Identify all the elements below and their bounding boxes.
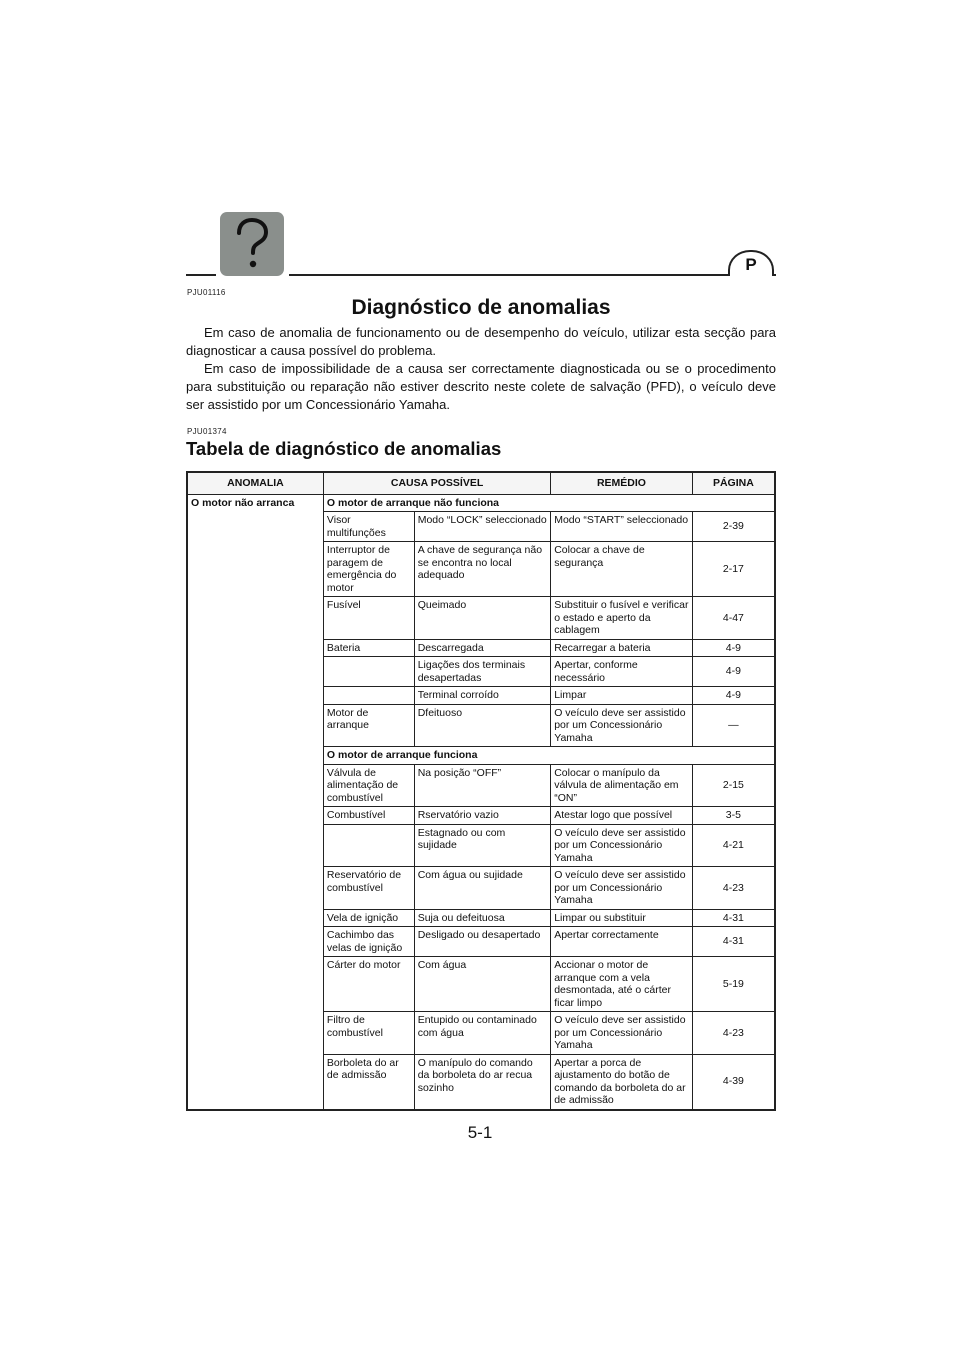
question-mark-icon [220,212,284,276]
cause-cell: Entupido ou contaminado com água [414,1012,551,1055]
intro-paragraph-2: Em caso de impossibilidade de a causa ser correctamente diagnosticada ou se o procedimento para substituição ou reparação não estiver descrito neste colete de salvação (PFD), o veículo deve ser assistido por um Concessionário Yamaha. [186,361,776,412]
component-cell: Combustível [323,807,414,825]
diagnosis-table [186,471,776,1111]
cause-cell: Modo “LOCK” seleccionado [414,512,551,542]
page-cell: 3-5 [692,807,775,825]
component-cell: Borboleta do ar de admissão [323,1054,414,1110]
remedy-cell: Apertar correctamente [551,927,693,957]
header-remedio: REMÉDIO [551,472,693,494]
cause-cell: Estagnado ou com sujidade [414,824,551,867]
cause-cell: Dfeituoso [414,704,551,747]
component-cell [323,687,414,705]
page-cell: 4-39 [692,1054,775,1110]
header-causa: CAUSA POSSÍVEL [323,472,550,494]
remedy-cell: Recarregar a bateria [551,639,693,657]
page-cell: 2-39 [692,512,775,542]
cause-cell: Na posição “OFF” [414,764,551,807]
remedy-cell: Apertar a porca de ajustamento do botão de comando da borboleta do ar de admissão [551,1054,693,1110]
page-cell: 2-17 [692,542,775,597]
cause-cell: A chave de segurança não se encontra no local adequado [414,542,551,597]
group-label: O motor de arranque não funciona [323,494,775,512]
component-cell: Válvula de alimentação de combustível [323,764,414,807]
remedy-cell: Substituir o fusível e verificar o estado e aperto da cablagem [551,597,693,640]
cause-cell: Com água ou sujidade [414,867,551,910]
cause-cell: Suja ou defeituosa [414,909,551,927]
page-cell: 2-15 [692,764,775,807]
remedy-cell: Atestar logo que possível [551,807,693,825]
page-cell: 5-19 [692,957,775,1012]
language-badge: P [728,250,774,276]
page-cell: 4-23 [692,867,775,910]
component-cell [323,657,414,687]
cause-cell: O manípulo do comando da borboleta do ar recua sozinho [414,1054,551,1110]
page-cell: 4-23 [692,1012,775,1055]
header-rule-right [289,274,776,276]
component-cell: Reservatório de combustível [323,867,414,910]
page-cell: 4-9 [692,687,775,705]
component-cell: Visor multifunções [323,512,414,542]
page-title: Diagnóstico de anomalias [351,296,611,319]
component-cell: Interruptor de paragem de emergência do motor [323,542,414,597]
page-cell: 4-47 [692,597,775,640]
cause-cell: Rservatório vazio [414,807,551,825]
page-number: 5-1 [467,1123,493,1142]
remedy-cell: O veículo deve ser assistido por um Concessionário Yamaha [551,824,693,867]
cause-cell: Com água [414,957,551,1012]
component-cell: Bateria [323,639,414,657]
component-cell: Filtro de combustível [323,1012,414,1055]
cause-cell: Descarregada [414,639,551,657]
cause-cell: Queimado [414,597,551,640]
component-cell: Cachimbo das velas de ignição [323,927,414,957]
remedy-cell: Apertar, conforme necessário [551,657,693,687]
page-cell: 4-31 [692,909,775,927]
header-pagina: PÁGINA [692,472,775,494]
cause-cell: Terminal corroído [414,687,551,705]
header-rule-left [186,274,216,276]
component-cell: Fusível [323,597,414,640]
component-cell: Cárter do motor [323,957,414,1012]
component-cell: Motor de arranque [323,704,414,747]
page-cell: 4-9 [692,657,775,687]
remedy-cell: Colocar o manípulo da válvula de alimentação em “ON” [551,764,693,807]
remedy-cell: Accionar o motor de arranque com a vela desmontada, até o cárter ficar limpo [551,957,693,1012]
page-cell: 4-9 [692,639,775,657]
cause-cell: Ligações dos terminais desapertadas [414,657,551,687]
table-header-row [187,472,775,494]
remedy-cell: Colocar a chave de segurança [551,542,693,597]
table-body [187,494,775,1110]
section-code: PJU01374 [187,427,227,436]
page-cell: 4-21 [692,824,775,867]
table-title: Tabela de diagnóstico de anomalias [186,438,502,459]
remedy-cell: Limpar ou substituir [551,909,693,927]
component-cell: Vela de ignição [323,909,414,927]
component-cell [323,824,414,867]
group-label: O motor de arranque funciona [323,747,775,765]
remedy-cell: O veículo deve ser assistido por um Concessionário Yamaha [551,704,693,747]
table-group-row [187,494,775,512]
anomaly-cell: O motor não arranca [187,494,323,1110]
remedy-cell: O veículo deve ser assistido por um Concessionário Yamaha [551,867,693,910]
page-cell: — [692,704,775,747]
intro-paragraph-1: Em caso de anomalia de funcionamento ou de desempenho do veículo, utilizar esta secção para diagnosticar a causa possível do problema. [186,325,776,358]
header-anomalia: ANOMALIA [187,472,323,494]
cause-cell: Desligado ou desapertado [414,927,551,957]
page-cell: 4-31 [692,927,775,957]
remedy-cell: Limpar [551,687,693,705]
remedy-cell: Modo “START” seleccionado [551,512,693,542]
remedy-cell: O veículo deve ser assistido por um Concessionário Yamaha [551,1012,693,1055]
section-code: PJU01116 [187,288,226,297]
